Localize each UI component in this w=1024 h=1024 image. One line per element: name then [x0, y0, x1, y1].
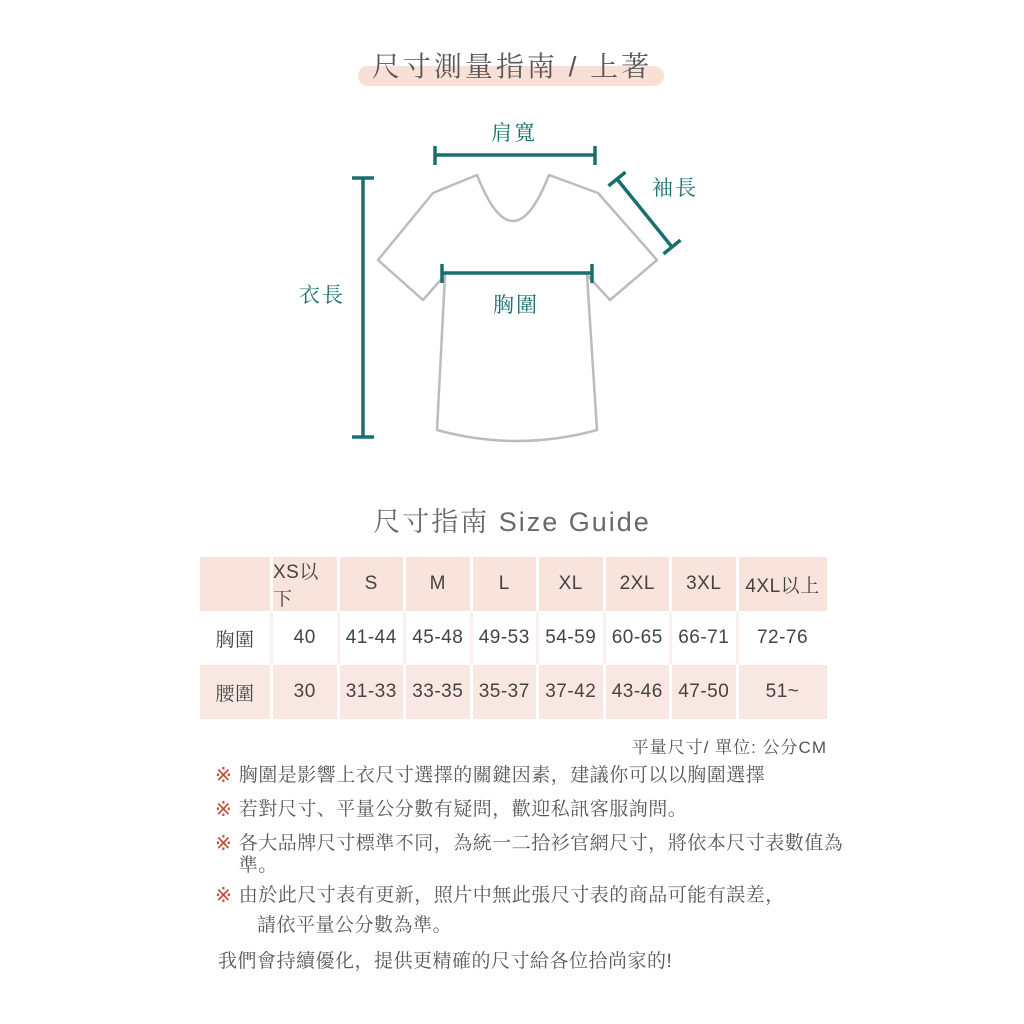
size-value-cell: 45-48 — [403, 611, 470, 665]
note-continuation-line: 請依平量公分數為準。 — [257, 915, 453, 936]
column-header: 2XL — [603, 557, 670, 611]
column-header: 4XL以上 — [736, 557, 827, 611]
sleeve-length-label: 袖長 — [652, 177, 698, 200]
size-value-cell: 35-37 — [470, 665, 537, 719]
length-measure-line — [352, 178, 374, 437]
size-guide-heading: 尺寸指南 Size Guide — [373, 507, 651, 537]
note-item — [215, 765, 875, 787]
note-marker-icon: ※ — [215, 799, 232, 821]
note-text: 各大品牌尺寸標準不同，為統一二拾衫官網尺寸，將依本尺寸表數值為準。 — [238, 833, 844, 876]
size-value-cell: 66-71 — [669, 611, 736, 665]
note-item — [215, 885, 875, 907]
size-value-cell: 51~ — [736, 665, 827, 719]
note-text: 若對尺寸、平量公分數有疑問，歡迎私訊客服詢問。 — [238, 799, 688, 820]
size-value-cell: 60-65 — [603, 611, 670, 665]
size-value-cell: 54-59 — [536, 611, 603, 665]
size-value-cell: 47-50 — [669, 665, 736, 719]
size-value-cell: 30 — [270, 665, 337, 719]
page-header — [0, 48, 1024, 86]
unit-note: 平量尺寸/ 單位: 公分CM — [631, 738, 827, 757]
size-table — [200, 557, 827, 719]
size-value-cell: 72-76 — [736, 611, 827, 665]
tshirt-diagram-svg — [280, 105, 740, 457]
note-marker-icon: ※ — [215, 765, 232, 787]
column-header: L — [470, 557, 537, 611]
column-header: 3XL — [669, 557, 736, 611]
note-item — [215, 799, 875, 821]
garment-length-label: 衣長 — [299, 284, 345, 307]
column-header: XS以下 — [270, 557, 337, 611]
shoulder-width-label: 肩寬 — [491, 122, 537, 145]
measurement-diagram — [0, 105, 1024, 457]
column-header: XL — [536, 557, 603, 611]
column-header: S — [337, 557, 404, 611]
size-value-cell: 43-46 — [603, 665, 670, 719]
closing-note: 我們會持續優化，提供更精確的尺寸給各位拾尚家的! — [218, 951, 673, 972]
page-title — [372, 48, 652, 86]
row-label: 腰圍 — [200, 665, 270, 719]
shoulder-measure-line — [435, 146, 595, 165]
size-value-cell: 40 — [270, 611, 337, 665]
note-marker-icon: ※ — [215, 833, 232, 855]
size-value-cell: 33-35 — [403, 665, 470, 719]
table-corner-cell — [200, 557, 270, 611]
size-value-cell: 37-42 — [536, 665, 603, 719]
chest-width-label: 胸圍 — [493, 294, 539, 317]
note-text: 由於此尺寸表有更新，照片中無此張尺寸表的商品可能有誤差， — [238, 885, 785, 906]
size-value-cell: 31-33 — [337, 665, 404, 719]
size-value-cell: 49-53 — [470, 611, 537, 665]
note-text: 胸圍是影響上衣尺寸選擇的關鍵因素，建議你可以以胸圍選擇 — [238, 765, 766, 786]
page-title-text: 尺寸測量指南 / 上著 — [371, 51, 653, 82]
notes-section — [215, 765, 875, 973]
row-label: 胸圍 — [200, 611, 270, 665]
size-value-cell: 41-44 — [337, 611, 404, 665]
notes-list — [215, 765, 875, 907]
note-item — [215, 833, 875, 877]
note-marker-icon: ※ — [215, 885, 232, 907]
column-header: M — [403, 557, 470, 611]
